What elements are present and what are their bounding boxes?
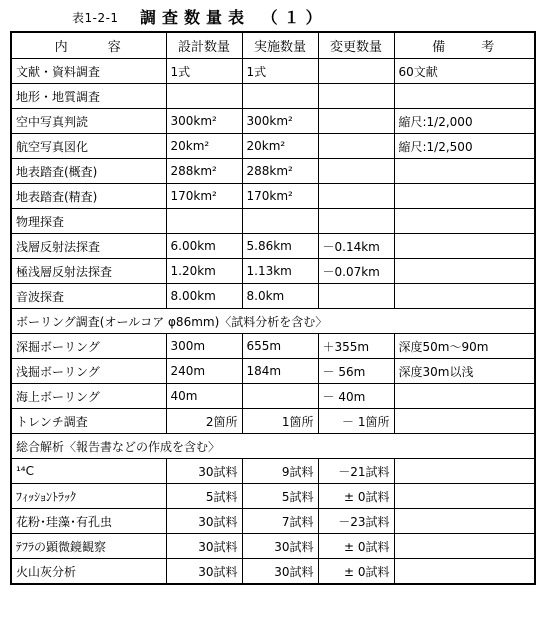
section-label: 物理探査 xyxy=(11,209,166,234)
table-row xyxy=(11,509,535,534)
table-row xyxy=(11,134,535,159)
actual-quantity xyxy=(242,384,318,409)
table-row xyxy=(11,109,535,134)
item-name: 空中写真判読 xyxy=(11,109,166,134)
design-quantity: 30試料 xyxy=(166,509,242,534)
design-quantity: 20km² xyxy=(166,134,242,159)
change-quantity: －21試料 xyxy=(318,459,394,484)
empty-cell xyxy=(166,209,242,234)
change-quantity: ＋355m xyxy=(318,334,394,359)
change-quantity: ± 0試料 xyxy=(318,484,394,509)
remarks xyxy=(394,184,535,209)
item-name: トレンチ調査 xyxy=(11,409,166,434)
item-name: 地表踏査(概査) xyxy=(11,159,166,184)
design-quantity: 240m xyxy=(166,359,242,384)
actual-quantity: 30試料 xyxy=(242,559,318,585)
table-row xyxy=(11,359,535,384)
header-remarks: 備 考 xyxy=(394,32,535,59)
empty-cell xyxy=(166,84,242,109)
remarks: 深度50m～90m xyxy=(394,334,535,359)
empty-cell xyxy=(394,209,535,234)
actual-quantity: 8.0km xyxy=(242,284,318,309)
section-row xyxy=(11,84,535,109)
actual-quantity: 184m xyxy=(242,359,318,384)
table-body xyxy=(11,32,535,584)
section-row xyxy=(11,209,535,234)
actual-quantity: 30試料 xyxy=(242,534,318,559)
actual-quantity: 1式 xyxy=(242,59,318,84)
remarks xyxy=(394,484,535,509)
design-quantity: 40m xyxy=(166,384,242,409)
survey-quantity-table xyxy=(10,31,536,585)
design-quantity: 6.00km xyxy=(166,234,242,259)
design-quantity: 30試料 xyxy=(166,459,242,484)
header-row xyxy=(11,32,535,59)
remarks xyxy=(394,234,535,259)
item-name: 火山灰分析 xyxy=(11,559,166,585)
item-name: 地表踏査(精査) xyxy=(11,184,166,209)
table-row xyxy=(11,184,535,209)
actual-quantity: 5試料 xyxy=(242,484,318,509)
table-caption xyxy=(0,6,544,28)
design-quantity: 30試料 xyxy=(166,534,242,559)
item-name: ﾃﾌﾗの顕微鏡観察 xyxy=(11,534,166,559)
design-quantity: 2箇所 xyxy=(166,409,242,434)
design-quantity: 300km² xyxy=(166,109,242,134)
empty-cell xyxy=(318,209,394,234)
change-quantity: － 56m xyxy=(318,359,394,384)
empty-cell xyxy=(242,84,318,109)
item-name: 浅層反射法探査 xyxy=(11,234,166,259)
table-row xyxy=(11,334,535,359)
remarks xyxy=(394,259,535,284)
table-row xyxy=(11,384,535,409)
table-row xyxy=(11,234,535,259)
actual-quantity: 5.86km xyxy=(242,234,318,259)
item-name: 浅掘ボーリング xyxy=(11,359,166,384)
remarks xyxy=(394,409,535,434)
design-quantity: 1式 xyxy=(166,59,242,84)
item-name: 航空写真図化 xyxy=(11,134,166,159)
design-quantity: 170km² xyxy=(166,184,242,209)
actual-quantity: 9試料 xyxy=(242,459,318,484)
table-row xyxy=(11,284,535,309)
remarks xyxy=(394,509,535,534)
item-name: ﾌｨｯｼｮﾝﾄﾗｯｸ xyxy=(11,484,166,509)
table-title: 調査数量表 （１） xyxy=(140,8,328,27)
remarks: 深度30m以浅 xyxy=(394,359,535,384)
actual-quantity: 170km² xyxy=(242,184,318,209)
change-quantity: －0.07km xyxy=(318,259,394,284)
table-row xyxy=(11,259,535,284)
remarks xyxy=(394,384,535,409)
design-quantity: 30試料 xyxy=(166,559,242,585)
table-row xyxy=(11,409,535,434)
empty-cell xyxy=(318,84,394,109)
change-quantity xyxy=(318,59,394,84)
section-row xyxy=(11,434,535,459)
actual-quantity: 655m xyxy=(242,334,318,359)
header-change-quantity: 変更数量 xyxy=(318,32,394,59)
remarks xyxy=(394,159,535,184)
table-row xyxy=(11,159,535,184)
item-name: 音波探査 xyxy=(11,284,166,309)
item-name: 海上ボーリング xyxy=(11,384,166,409)
empty-cell xyxy=(394,84,535,109)
empty-cell xyxy=(242,209,318,234)
table-row xyxy=(11,534,535,559)
design-quantity: 300m xyxy=(166,334,242,359)
item-name: 花粉･珪藻･有孔虫 xyxy=(11,509,166,534)
design-quantity: 8.00km xyxy=(166,284,242,309)
item-name: ¹⁴C xyxy=(11,459,166,484)
design-quantity: 5試料 xyxy=(166,484,242,509)
remarks xyxy=(394,459,535,484)
header-design-quantity: 設計数量 xyxy=(166,32,242,59)
table-row xyxy=(11,559,535,585)
actual-quantity: 20km² xyxy=(242,134,318,159)
change-quantity: －23試料 xyxy=(318,509,394,534)
change-quantity xyxy=(318,109,394,134)
remarks: 60文献 xyxy=(394,59,535,84)
item-name: 極浅層反射法探査 xyxy=(11,259,166,284)
remarks: 縮尺:1/2,500 xyxy=(394,134,535,159)
change-quantity: － 1箇所 xyxy=(318,409,394,434)
remarks xyxy=(394,534,535,559)
change-quantity: － 40m xyxy=(318,384,394,409)
actual-quantity: 1.13km xyxy=(242,259,318,284)
item-name: 文献・資料調査 xyxy=(11,59,166,84)
remarks xyxy=(394,559,535,585)
change-quantity: －0.14km xyxy=(318,234,394,259)
actual-quantity: 1箇所 xyxy=(242,409,318,434)
design-quantity: 1.20km xyxy=(166,259,242,284)
table-row xyxy=(11,459,535,484)
change-quantity xyxy=(318,134,394,159)
header-content: 内 容 xyxy=(11,32,166,59)
design-quantity: 288km² xyxy=(166,159,242,184)
actual-quantity: 288km² xyxy=(242,159,318,184)
actual-quantity: 300km² xyxy=(242,109,318,134)
table-row xyxy=(11,59,535,84)
table-row xyxy=(11,484,535,509)
change-quantity: ± 0試料 xyxy=(318,534,394,559)
change-quantity: ± 0試料 xyxy=(318,559,394,585)
section-label: ボーリング調査(オールコア φ86mm)〈試料分析を含む〉 xyxy=(11,309,535,334)
section-label: 地形・地質調査 xyxy=(11,84,166,109)
change-quantity xyxy=(318,159,394,184)
remarks: 縮尺:1/2,000 xyxy=(394,109,535,134)
item-name: 深掘ボーリング xyxy=(11,334,166,359)
change-quantity xyxy=(318,284,394,309)
header-actual-quantity: 実施数量 xyxy=(242,32,318,59)
remarks xyxy=(394,284,535,309)
section-label: 総合解析〈報告書などの作成を含む〉 xyxy=(11,434,535,459)
change-quantity xyxy=(318,184,394,209)
table-number: 表1-2-1 xyxy=(72,11,119,25)
section-row xyxy=(11,309,535,334)
actual-quantity: 7試料 xyxy=(242,509,318,534)
